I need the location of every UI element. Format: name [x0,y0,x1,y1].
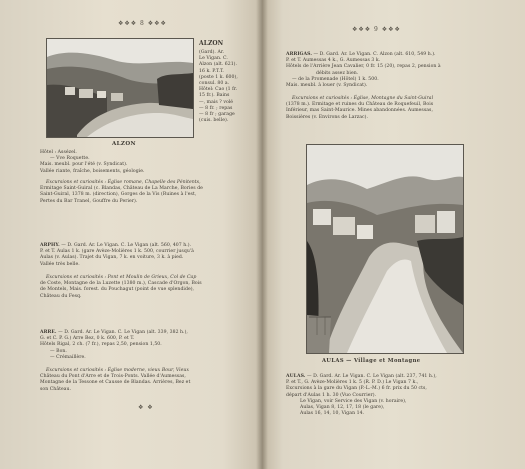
alzon-caption: ALZON [112,141,136,147]
arre-excursion-line: son Château. [40,386,72,392]
alzon-info-line: (poste 1 k. 600), [199,74,238,80]
arre-excursion-line: Château du Pont d'Arre et de Trois-Ponts. Vallée d'Aumessas, [40,374,186,380]
alzon-info-line: 16 k. P.T.T. [199,68,224,74]
alzon-village-illustration [47,39,193,137]
aulas-info-line: départ d'Aulas 1 h. 30 (Vuo Courrier). [286,392,377,398]
arre-info-first: — D. Gard. Ar. Le Vigan. C. Le Vigan (alt. 339, 382 h.), [58,330,188,335]
arre-info-line: — Crémaillère. [50,354,86,360]
alzon-body-line: Mais. meubl. pour l'été (v. Syndicat). [40,162,128,168]
alzon-excursion-line: Ermitage Saint-Guiral (c. Blandas, Château de La Marche, Bories de [40,186,203,192]
arphy-info-line: Vallée très belle. [40,261,80,267]
alzon-info-line: 15 fr.). Bains [199,93,230,99]
arre-excursion-line: Excursions et curiosités : Église moderne, vieux Bour, Vieux [46,368,190,373]
alzon-title: ALZON [199,40,224,47]
arphy-title: ARPHY. [40,243,60,248]
arre-info-line: — Bon. [50,348,67,354]
page-number-ornament: ❖❖❖ 8 ❖❖❖ [118,20,167,27]
aulas-caption: AULAS — Village et Montagne [322,358,421,364]
arrigas-entry [286,52,518,89]
aulas-info-line: Le Vigan, voir Service des Vigan (v. horaire), [300,398,407,404]
arrigas-info-line: Hôtels de l'Arrière Jean Cavalier, 0 fr. 15 (20), repas 2, pension à [286,64,441,70]
aulas-info-line: Excursions à la gare du Vigan (P.-L.-M.) 6 fr. prix du 50 cts, [286,386,427,392]
aulas-info-line: Aulas 16, 14, 10, Vigan 14. [300,411,365,417]
alzon-body-line: — Vve Roquette. [50,156,90,162]
arphy-excursion-line: de Montels, Mais. forest. du Pouchagut (point de vue splendide), [40,287,195,293]
arre-info-line: Hôtels Rigal, 2 ch. (7 fr.), repas 2,50, pension 1,50. [40,342,162,348]
arre-excursions [40,368,256,393]
alzon-excursion-line: Saint-Guiral, 1378 m. (direction), Gorges de la Vis (Ruines à l'est, [40,192,197,198]
arphy-excursion-line: Château du Fesq. [40,293,82,299]
arre-title: ARRE. [40,330,57,335]
alzon-info-line: (cuis. belle). [199,118,229,124]
arphy-info-line: P. et T. Aulas 1 k. (gare Avèze-Molières 1 k. 500, courrier jusqu'à [40,249,194,255]
aulas-title: AULAS. [286,374,306,379]
arre-excursion-line: Montagne de la Tessone et Causse de Blandas. Arrières, Bez et [40,380,191,386]
footer-ornament: ❖ ❖ [138,404,154,411]
arrigas-info-line: Mais. meubl. à louer (v. Syndicat). [286,83,368,89]
arphy-info-line: Aulas (v. Aulas). Trajet du Vigan, 7 k. en voiture, 3 k. à pied. [40,255,184,261]
arrigas-info-line: débits assez bien. [316,70,359,76]
alzon-info-line: (Gard). Ar. [199,50,225,55]
arrigas-excursion-line: Inférieur, mas Saint-Maurice. Mines abandonnées. Aumessas, [286,108,433,114]
arphy-excursion-line: de Coste, Montagne de la Luzette (1380 m.), Cascade d'Orgon, Bois [40,281,202,287]
alzon-photo [46,38,194,138]
page-number-ornament: ❖❖❖ 9 ❖❖❖ [352,26,401,33]
aulas-info-first: — D. Gard. Ar. Le Vigan. C. Le Vigan (alt. 237, 741 h.), [306,374,437,379]
arphy-excursions [40,275,256,300]
alzon-info-line: — 8 fr. ; repas [199,105,233,111]
alzon-info-line: Hôtel: Cao (1 fr. [199,87,238,93]
arrigas-info-first: — D. Gard. Ar. Le Vigan. C. Alzon (alt. 610, 549 h.). [313,52,436,57]
alzon-info-column [199,50,257,124]
arrigas-title: ARRIGAS. [286,52,312,57]
arrigas-info-line: P. et T. Aumessas 4 k., G. Aumessas 3 k. [286,58,381,64]
alzon-body-line: Hôtel : Assézel. [40,150,77,155]
alzon-info-line: — 8 fr ; garage [199,112,235,118]
arrigas-excursions [286,96,518,121]
arphy-excursion-line: Excursions et curiosités : Pont et Moulin de Grieux, Col de Cap [46,275,197,280]
alzon-info-line: consul. 80 a. [199,81,230,87]
alzon-info-line: —, mais ? volé [199,99,234,105]
book-gutter [256,0,268,469]
aulas-entry [286,374,518,417]
alzon-body-line: Vallée riante, fraîche, boisements, géologie. [40,168,145,174]
alzon-excursion-line: Pertes du Bar Tranel, Gouffre du Perier). [40,198,138,204]
aulas-photo [306,144,464,354]
left-page [0,0,262,469]
alzon-body [40,150,254,175]
right-page [262,0,525,469]
arrigas-info-line: — de la Promenade (Hôtel) 1 k. 500. [292,76,379,82]
alzon-info-line: Alzon (alt. 621). [199,62,238,68]
alzon-excursion-line: Excursions et curiosités : Église romane, Chapelle des Pénitents, [46,180,201,185]
aulas-info-line: P. et T., G. Avèze-Molières 1 k. 5 (R. P. D.) Le Vigan 7 k., [286,380,419,386]
alzon-info-line: Le Vigan. C. [199,56,228,62]
arre-entry [40,330,256,361]
arrigas-excursion-line: (1378 m.). Ermitage et ruines du Château de Roquefeuil, Bois [286,102,434,108]
arphy-entry [40,243,256,268]
arphy-info-first: — D. Gard. Ar. Le Vigan. C. Le Vigan (alt. 560, 407 h.). [61,243,192,248]
aulas-info-line: Aulas, Vigan 8, 12, 17, 18 (le gare), [300,405,385,411]
arrigas-excursion-line: Boissières (v. Environs de Larzac). [286,114,368,120]
arrigas-excursion-line: Excursions et curiosités : Église, Montagne du Saint-Guiral [292,96,434,101]
arre-info-line: G. et C. P. G.) Arre Bez, 0 k. 600, P. et T. [40,336,135,342]
aulas-village-illustration [307,145,463,353]
alzon-excursions [40,180,256,205]
